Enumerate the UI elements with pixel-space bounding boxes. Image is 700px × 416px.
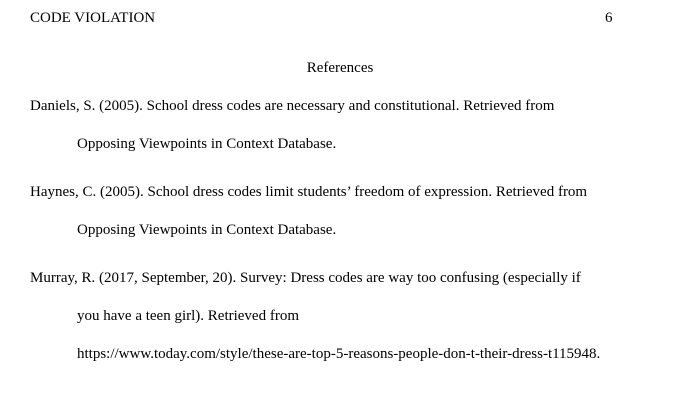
reference-line: you have a teen girl). Retrieved from [77, 308, 299, 324]
page-number: 6 [605, 10, 613, 26]
reference-line: Opposing Viewpoints in Context Database. [77, 136, 337, 152]
reference-line: Daniels, S. (2005). School dress codes are necessary and constitutional. Retrieved from [30, 98, 555, 114]
reference-line: Murray, R. (2017, September, 20). Survey: Dress codes are way too confusing (especially if [30, 270, 581, 286]
references-title: References [306, 60, 374, 76]
reference-url[interactable]: https://www.today.com/style/these-are-top-5-reasons-people-don-t-their-dress-t115948. [77, 346, 601, 362]
running-head: CODE VIOLATION [30, 10, 156, 26]
reference-line: Haynes, C. (2005). School dress codes limit students’ freedom of expression. Retrieved from [30, 184, 588, 200]
reference-line: Opposing Viewpoints in Context Database. [77, 222, 337, 238]
